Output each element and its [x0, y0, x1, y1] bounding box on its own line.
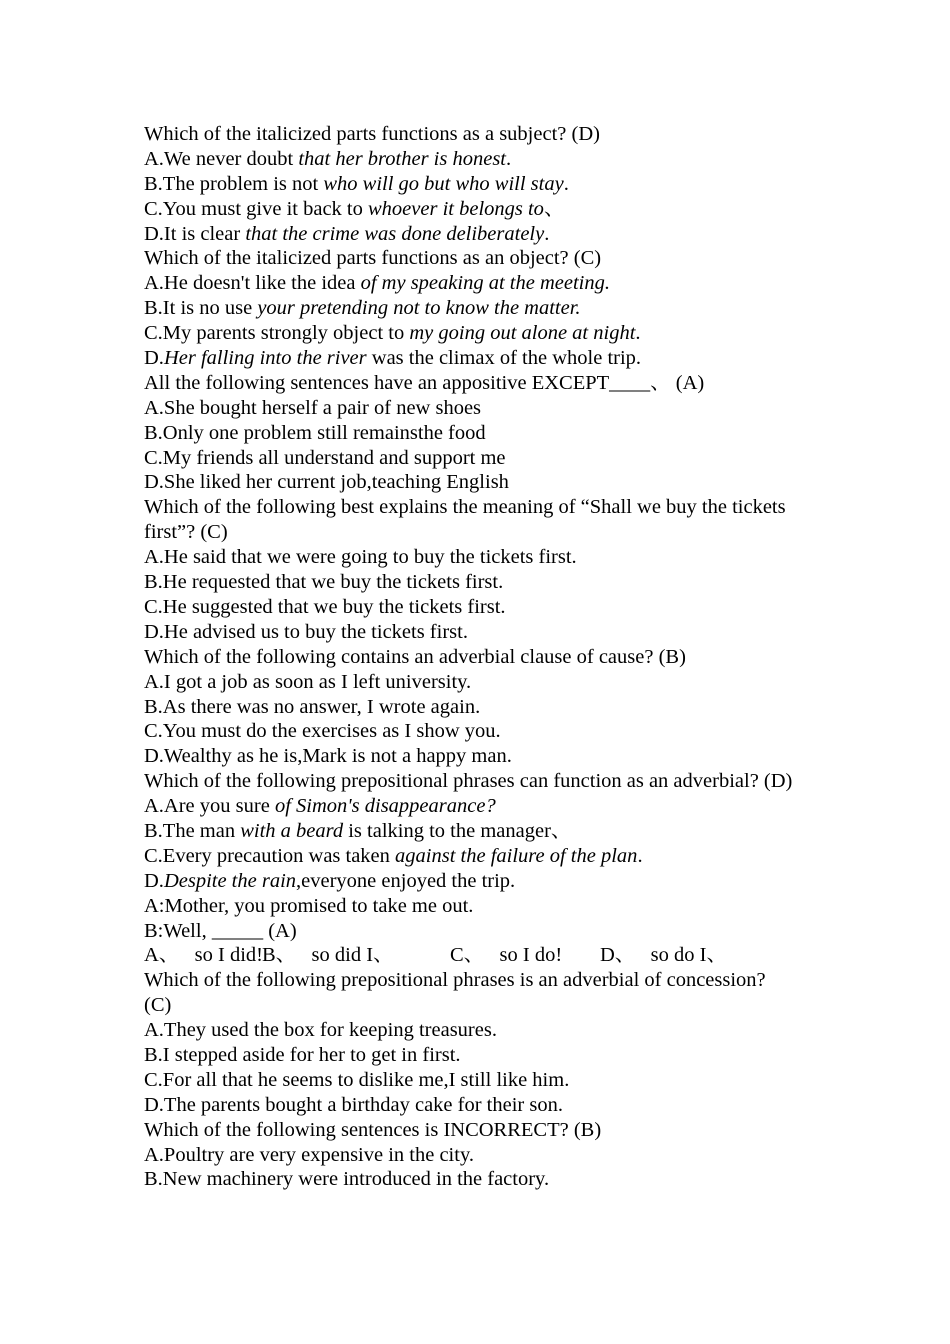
question-6-option-d: D.Despite the rain,everyone enjoyed the trip.	[144, 869, 516, 892]
question-6-option-c: C.Every precaution was taken against the failure of the plan.	[144, 844, 643, 867]
question-6-stem: Which of the following prepositional phrases can function as an adverbial? (D)	[144, 770, 793, 793]
question-4-stem: Which of the following best explains the meaning of “Shall we buy the tickets first”? (C)	[144, 496, 786, 544]
question-2-option-a: A.He doesn't like the idea of my speaking at the meeting.	[144, 272, 610, 295]
question-2-stem: Which of the italicized parts functions as an object? (C)	[144, 247, 602, 270]
question-3-option-d: D.She liked her current job,teaching English	[144, 471, 509, 494]
question-3-option-c: C.My friends all understand and support me	[144, 446, 506, 469]
question-7-option-c: C、 so I do!	[450, 944, 563, 967]
question-4-option-d: D.He advised us to buy the tickets first.	[144, 620, 468, 643]
question-8-option-a: A.They used the box for keeping treasures.	[144, 1019, 497, 1042]
question-2-option-c: C.My parents strongly object to my going out alone at night.	[144, 322, 641, 345]
question-9-option-a: A.Poultry are very expensive in the city.	[144, 1143, 474, 1166]
question-7-option-b: B、 so did I、	[262, 944, 394, 967]
question-6-option-a: A.Are you sure of Simon's disappearance?	[144, 795, 496, 818]
question-8-option-d: D.The parents bought a birthday cake for their son.	[144, 1093, 563, 1116]
question-2-option-d: D.Her falling into the river was the climax of the whole trip.	[144, 347, 642, 370]
question-7-options	[144, 943, 794, 968]
question-8-option-c: C.For all that he seems to dislike me,I still like him.	[144, 1068, 570, 1091]
question-4-option-c: C.He suggested that we buy the tickets first.	[144, 595, 506, 618]
question-1-option-a: A.We never doubt that her brother is honest.	[144, 147, 512, 170]
question-9-option-b: B.New machinery were introduced in the factory.	[144, 1168, 550, 1191]
question-1-option-b: B.The problem is not who will go but who will stay.	[144, 172, 569, 195]
question-9-stem: Which of the following sentences is INCORRECT? (B)	[144, 1118, 602, 1141]
question-4-option-a: A.He said that we were going to buy the tickets first.	[144, 546, 577, 569]
question-2-option-b: B.It is no use your pretending not to know the matter.	[144, 297, 581, 320]
question-3-option-b: B.Only one problem still remainsthe food	[144, 421, 486, 444]
question-7-option-d: D、 so do I、	[600, 944, 727, 967]
question-1-option-d: D.It is clear that the crime was done deliberately.	[144, 222, 550, 245]
question-1-stem: Which of the italicized parts functions as a subject? (D)	[144, 123, 600, 145]
question-5-stem: Which of the following contains an adverbial clause of cause? (B)	[144, 645, 686, 668]
question-1-option-c: C.You must give it back to whoever it belongs to、	[144, 197, 565, 220]
question-5-option-b: B.As there was no answer, I wrote again.	[144, 695, 481, 718]
question-5-option-d: D.Wealthy as he is,Mark is not a happy man.	[144, 745, 512, 768]
question-5-option-a: A.I got a job as soon as I left university.	[144, 670, 472, 693]
question-3-stem: All the following sentences have an appositive EXCEPT____、 (A)	[144, 371, 705, 394]
question-7-dialogue-line-1: A:Mother, you promised to take me out.	[144, 894, 474, 917]
question-6-option-b: B.The man with a beard is talking to the manager、	[144, 819, 572, 842]
question-4-option-b: B.He requested that we buy the tickets first.	[144, 571, 504, 594]
question-8-option-b: B.I stepped aside for her to get in first.	[144, 1044, 461, 1067]
question-7-dialogue-line-2: B:Well, _____ (A)	[144, 919, 297, 942]
question-7-option-a: A、 so I did!	[144, 944, 264, 967]
document-page	[144, 122, 794, 1192]
question-5-option-c: C.You must do the exercises as I show you.	[144, 720, 501, 743]
question-3-option-a: A.She bought herself a pair of new shoes	[144, 396, 482, 419]
question-8-stem: Which of the following prepositional phrases is an adverbial of concession? (C)	[144, 969, 766, 1017]
